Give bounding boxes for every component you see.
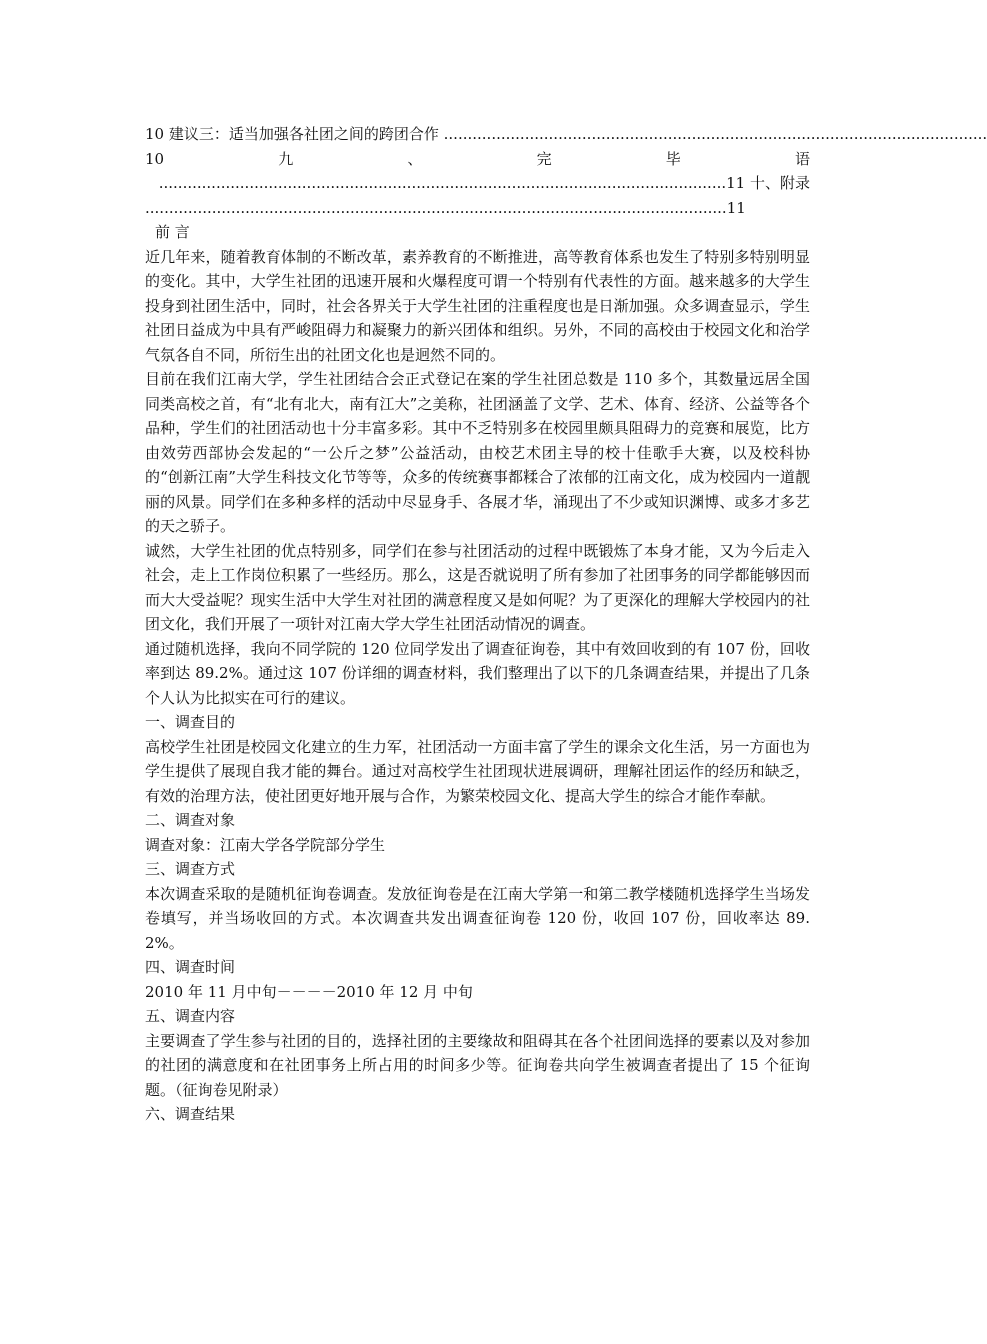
paragraph: 目前在我们江南大学，学生社团结合会正式登记在案的学生社团总数是 110 多个，其数量远居全国同类高校之首，有“北有北大，南有江大”之美称，社团涵盖了文学、艺术、体育、经济、公益等各个品种，学生们的社团活动也十分丰富多彩。其中不乏特别多在校园里颇具阻碍力的竞赛和展览，比方由效劳西部协会发起的“一公斤之梦”公益活动，由校艺术团主导的校十佳歌手大赛，以及校科协的“创新江南”大学生科技文化节等等，众多的传统赛事都糅合了浓郁的江南文化，成为校园内一道靓丽的风景。同学们在多种多样的活动中尽显身手、各展才华，涌现出了不少或知识渊博、或多才多艺的天之骄子。 bbox=[145, 370, 810, 535]
section-heading: 三、调查方式 bbox=[145, 860, 236, 878]
toc-leader-dots: .......................................................................................................................... bbox=[145, 198, 727, 217]
section-heading: 四、调查时间 bbox=[145, 958, 236, 976]
toc-char: 完 bbox=[536, 149, 552, 168]
section-body: 调查对象：江南大学各学院部分学生 bbox=[145, 835, 386, 854]
paragraph: 通过随机选择，我向不同学院的 120 位同学发出了调查征询卷，其中有效回收到的有 107 份，回收率到达 89.2%。通过这 107 份详细的调查材料，我们整理出了以下的几条调查结果，并提出了几条个人认为比拟实在可行的建议。 bbox=[145, 639, 810, 707]
document-page bbox=[145, 122, 987, 1127]
paragraph: 近几年来，随着教育体制的不断改革，素养教育的不断推进，高等教育体系也发生了特别多特别明显的变化。其中，大学生社团的迅速开展和火爆程度可谓一个特别有代表性的方面。越来越多的大学生投身到社团生活中，同时，社会各界关于大学生社团的注重程度也是日渐加强。众多调查显示，学生社团日益成为中具有严峻阻碍力和凝聚力的新兴团体和组织。另外，不同的高校由于校园文化和治学气氛各自不同，所衍生出的社团文化也是迥然不同的。 bbox=[145, 247, 810, 364]
section-body: 本次调查采取的是随机征询卷调查。发放征询卷是在江南大学第一和第二教学楼随机选择学生当场发卷填写，并当场收回的方式。本次调查共发出调查征询卷 120 份，收回 107 份，回收率达 89.2%。 bbox=[145, 884, 810, 952]
paragraph: 诚然，大学生社团的优点特别多，同学们在参与社团活动的过程中既锻炼了本身才能，又为今后走入社会，走上工作岗位积累了一些经历。那么，这是否就说明了所有参加了社团事务的同学都能够因而而大大受益呢？现实生活中大学生对社团的满意程度又是如何呢？为了更深化的理解大学校园内的社团文化，我们开展了一项针对江南大学大学生社团活动情况的调查。 bbox=[145, 541, 810, 633]
toc-entry-text: 11 十、附录 bbox=[726, 174, 810, 192]
toc-char: 九 bbox=[278, 149, 294, 168]
section-body: 2010 年 11 月中旬－－－－2010 年 12 月 中旬 bbox=[145, 982, 473, 1001]
toc-entry-final bbox=[145, 196, 810, 221]
toc-leader-dots: .................................................................................................................. bbox=[443, 125, 987, 143]
toc-char: 毕 bbox=[665, 149, 681, 168]
toc-entry-suggestion-3 bbox=[145, 122, 987, 147]
toc-page-number: 11 bbox=[726, 198, 746, 217]
section-heading: 六、调查结果 bbox=[145, 1105, 236, 1123]
toc-leader-dots: ....................................................................................................................... bbox=[158, 174, 727, 192]
section-heading: 五、调查内容 bbox=[145, 1007, 236, 1025]
section-heading: 一、调查目的 bbox=[145, 713, 236, 731]
toc-entry-appendix bbox=[145, 171, 810, 196]
section-heading: 二、调查对象 bbox=[145, 811, 236, 829]
foreword-title: 前 言 bbox=[155, 223, 190, 241]
toc-entry-conclusion bbox=[145, 147, 810, 172]
toc-char: 语 bbox=[794, 149, 810, 168]
toc-char: 、 bbox=[407, 149, 423, 168]
section-body: 主要调查了学生参与社团的目的，选择社团的主要缘故和阻碍其在各个社团间选择的要素以及对参加的社团的满意度和在社团事务上所占用的时间多少等。征询卷共向学生被调查者提出了 15 个征询题。（征询卷见附录） bbox=[145, 1031, 810, 1099]
toc-page-number: 10 bbox=[145, 149, 165, 168]
toc-entry-text: 10 建议三：适当加强各社团之间的跨团合作 bbox=[145, 125, 439, 143]
section-body: 高校学生社团是校园文化建立的生力军，社团活动一方面丰富了学生的课余文化生活，另一方面也为学生提供了展现自我才能的舞台。通过对高校学生社团现状进展调研，理解社团运作的经历和缺乏，有效的治理方法，使社团更好地开展与合作，为繁荣校园文化、提高大学生的综合才能作奉献。 bbox=[145, 737, 810, 805]
